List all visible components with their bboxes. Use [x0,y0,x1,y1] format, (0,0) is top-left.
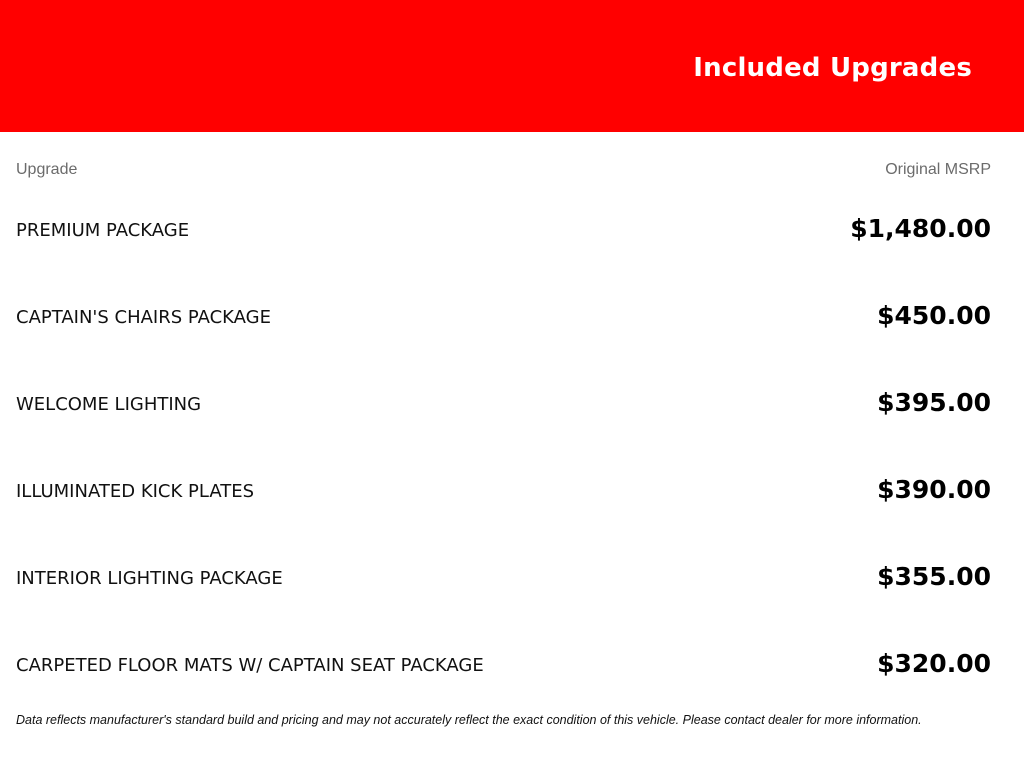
table-row [16,210,991,250]
upgrade-price: $450.00 [877,301,991,330]
upgrade-name: INTERIOR LIGHTING PACKAGE [16,568,283,589]
upgrade-price: $395.00 [877,388,991,417]
table-row [16,645,991,685]
column-header-msrp: Original MSRP [885,161,991,178]
header-banner [0,0,1024,132]
column-header-upgrade: Upgrade [16,161,78,178]
table-row [16,558,991,598]
upgrade-name: ILLUMINATED KICK PLATES [16,481,255,502]
page-title: Included Upgrades [693,53,972,83]
upgrade-price: $1,480.00 [850,214,991,243]
table-row [16,471,991,511]
upgrade-price: $355.00 [877,562,991,591]
upgrade-name: CAPTAIN'S CHAIRS PACKAGE [16,307,271,328]
table-row [16,384,991,424]
upgrade-price: $320.00 [877,649,991,678]
table-row [16,297,991,337]
upgrade-name: WELCOME LIGHTING [16,394,202,415]
upgrade-name: PREMIUM PACKAGE [16,220,190,241]
disclaimer-text: Data reflects manufacturer's standard build and pricing and may not accurately reflect the exact condition of this vehicle. Please contact dealer for more information. [16,713,922,727]
upgrade-name: CARPETED FLOOR MATS W/ CAPTAIN SEAT PACKAGE [16,655,484,676]
upgrade-price: $390.00 [877,475,991,504]
